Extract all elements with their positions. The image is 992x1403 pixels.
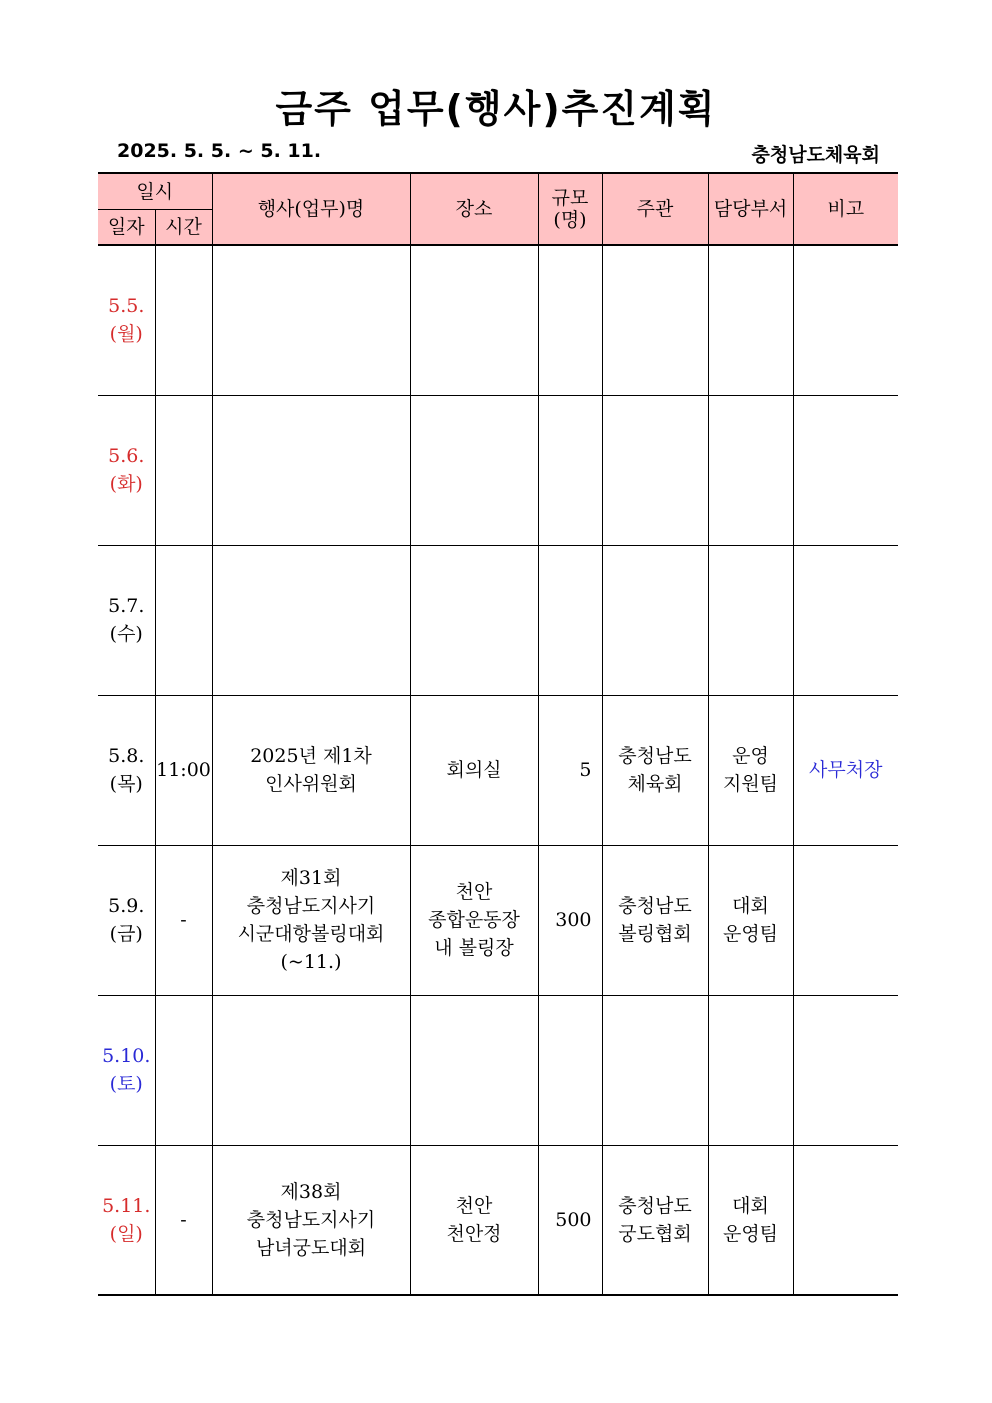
cell-time <box>155 545 212 695</box>
cell-host <box>602 995 708 1145</box>
cell-date: 5.8. (목) <box>98 695 155 845</box>
cell-scale <box>538 995 602 1145</box>
header-datetime: 일시 <box>98 173 212 210</box>
table-row <box>98 845 898 995</box>
cell-event <box>212 545 410 695</box>
cell-dept <box>708 245 793 395</box>
cell-time: - <box>155 845 212 995</box>
header-dept: 담당부서 <box>708 173 793 245</box>
table-row <box>98 395 898 545</box>
cell-dept: 대회 운영팀 <box>708 1145 793 1295</box>
cell-date: 5.6. (화) <box>98 395 155 545</box>
cell-host <box>602 545 708 695</box>
header-date: 일자 <box>98 210 155 246</box>
cell-date: 5.9. (금) <box>98 845 155 995</box>
cell-dept <box>708 995 793 1145</box>
cell-date: 5.5. (월) <box>98 245 155 395</box>
cell-place: 회의실 <box>410 695 538 845</box>
cell-host: 충청남도 궁도협회 <box>602 1145 708 1295</box>
cell-host <box>602 245 708 395</box>
cell-scale: 500 <box>538 1145 602 1295</box>
cell-event: 2025년 제1차 인사위원회 <box>212 695 410 845</box>
cell-time: - <box>155 1145 212 1295</box>
cell-note <box>793 545 898 695</box>
cell-note: 사무처장 <box>793 695 898 845</box>
cell-scale <box>538 395 602 545</box>
cell-host: 충청남도 체육회 <box>602 695 708 845</box>
header-note: 비고 <box>793 173 898 245</box>
header-scale: 규모 (명) <box>538 173 602 245</box>
cell-time <box>155 395 212 545</box>
period-range: 2025. 5. 5. ~ 5. 11. <box>117 140 322 162</box>
cell-place <box>410 545 538 695</box>
cell-note <box>793 845 898 995</box>
table-row <box>98 1145 898 1295</box>
header-host: 주관 <box>602 173 708 245</box>
header-place: 장소 <box>410 173 538 245</box>
table-row <box>98 245 898 395</box>
cell-dept: 대회 운영팀 <box>708 845 793 995</box>
cell-note <box>793 995 898 1145</box>
header-event: 행사(업무)명 <box>212 173 410 245</box>
cell-place <box>410 395 538 545</box>
cell-host: 충청남도 볼링협회 <box>602 845 708 995</box>
organization-name: 충청남도체육회 <box>751 144 880 166</box>
cell-scale <box>538 545 602 695</box>
table-row <box>98 995 898 1145</box>
cell-note <box>793 245 898 395</box>
cell-scale <box>538 245 602 395</box>
header-time: 시간 <box>155 210 212 246</box>
cell-date: 5.10. (토) <box>98 995 155 1145</box>
cell-dept <box>708 545 793 695</box>
cell-note <box>793 395 898 545</box>
cell-place <box>410 245 538 395</box>
cell-note <box>793 1145 898 1295</box>
cell-event: 제38회 충청남도지사기 남녀궁도대회 <box>212 1145 410 1295</box>
cell-event <box>212 995 410 1145</box>
cell-time <box>155 245 212 395</box>
cell-event <box>212 245 410 395</box>
page-title: 금주 업무(행사)추진계획 <box>275 87 717 131</box>
cell-place: 천안 천안정 <box>410 1145 538 1295</box>
cell-event: 제31회 충청남도지사기 시군대항볼링대회 (~11.) <box>212 845 410 995</box>
cell-host <box>602 395 708 545</box>
cell-dept <box>708 395 793 545</box>
cell-time <box>155 995 212 1145</box>
cell-scale: 5 <box>538 695 602 845</box>
cell-place: 천안 종합운동장 내 볼링장 <box>410 845 538 995</box>
cell-scale: 300 <box>538 845 602 995</box>
table-row <box>98 545 898 695</box>
cell-dept: 운영 지원팀 <box>708 695 793 845</box>
cell-date: 5.7. (수) <box>98 545 155 695</box>
cell-date: 5.11. (일) <box>98 1145 155 1295</box>
cell-time: 11:00 <box>155 695 212 845</box>
schedule-table <box>98 172 898 1296</box>
table-row <box>98 695 898 845</box>
cell-place <box>410 995 538 1145</box>
cell-event <box>212 395 410 545</box>
